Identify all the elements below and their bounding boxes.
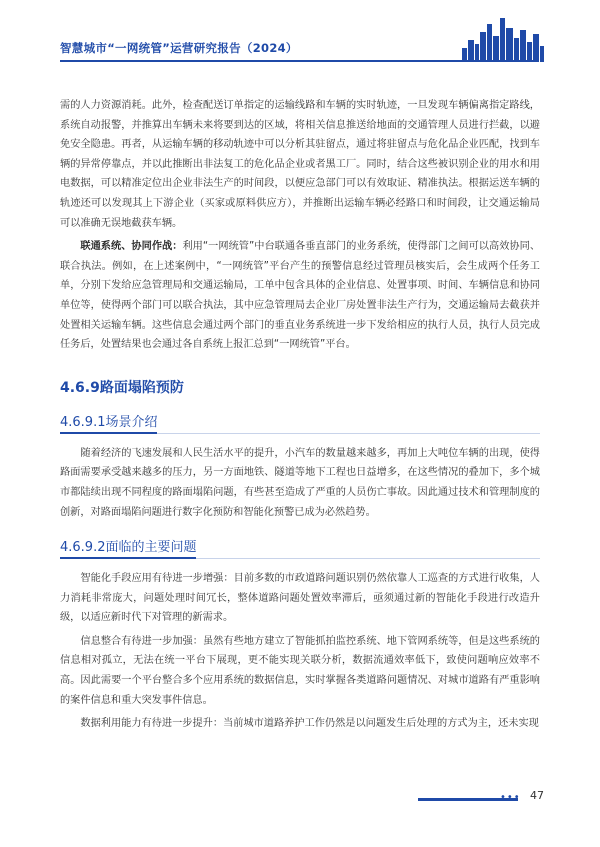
paragraph-problem-intelligence: 智能化手段应用有待进一步增强：目前多数的市政道路问题识别仍然依靠人工巡查的方式进行收集，人力消耗非常庞大，问题处理时间冗长，整体道路问题处置效率滞后，亟须通过新的智能化手段进行改造升级，以适应新时代下对管理的新需求。 xyxy=(60,573,540,624)
section-heading: 4.6.9路面塌陷预防 xyxy=(60,379,184,396)
paragraph-problem-integration: 信息整合有待进一步加强：虽然有些地方建立了智能抓拍监控系统、地下管网系统等，但是这些系统的信息相对孤立，无法在统一平台下展现，更不能实现关联分析，数据流通效率低下，致使问题响应效率不高。因此需要一个平台整合多个应用系统的数据信息，实时掌握各类道路问题情况、对城市道路有严重影响的案件信息和重大突发事件信息。 xyxy=(60,635,540,706)
header-divider xyxy=(60,60,537,62)
page-header xyxy=(0,0,600,70)
page-content xyxy=(60,96,540,738)
paragraph-lead: 联通系统、协同作战： xyxy=(80,241,183,253)
paragraph-problem-data: 数据利用能力有待进一步提升：当前城市道路养护工作仍然是以问题发生后处理的方式为主，还未实现 xyxy=(80,718,539,730)
footer-dots: ••• xyxy=(500,792,521,803)
subsection-heading-problems: 4.6.9.2面临的主要问题 xyxy=(60,536,196,559)
paragraph-scenario: 随着经济的飞速发展和人民生活水平的提升，小汽车的数量越来越多，再加上大吨位车辆的出现，使得路面需要承受越来越多的压力，另一方面地铁、隧道等地下工程也日益增多，在这些情况的叠加下，多个城市都陆续出现不同程度的路面塌陷问题，有些甚至造成了严重的人员伤亡事故。因此通过技术和管理制度的创新，对路面塌陷问题进行数字化预防和智能化预警已成为必然趋势。 xyxy=(60,447,540,518)
report-title: 智慧城市“一网统管”运营研究报告（2024） xyxy=(60,41,298,55)
paragraph-tracking: 需的人力资源消耗。此外，检查配送订单指定的运输线路和车辆的实时轨迹，一旦发现车辆偏离指定路线，系统自动报警，并推算出车辆未来将要到达的区域，将相关信息推送给地面的交通管理人员进行拦截，以避免安全隐患。再者，从运输车辆的移动轨迹中可以分析其驻留点，通过将驻留点与危化品企业匹配，找到车辆的异常停靠点，并以此推断出非法复工的危化品企业或者黑工厂。同时，结合这些被识别企业的用水和用电数据，可以精准定位出企业非法生产的时间段，以便应急部门可以有效取证、精准执法。根据运送车辆的轨迹还可以发现其上下游企业（买家或原料供应方），并推断出运输车辆必经路口和时间段，让交通运输局可以准确无误地截获车辆。 xyxy=(60,100,540,229)
subsection-heading-scenario: 4.6.9.1场景介绍 xyxy=(60,411,157,434)
subsection-heading-wrap xyxy=(60,411,540,434)
paragraph-text: 利用“一网统管”中台联通各垂直部门的业务系统，使得部门之间可以高效协同、联合执法。例如，在上述案例中，“一网统管”平台产生的预警信息经过管理员核实后，会生成两个任务工单，分别下发给应急管理局和交通运输局，工单中包含具体的企业信息、处置事项、时间、车辆信息和协同单位等，使得两个部门可以联合执法，其中应急管理局去企业厂房处置非法生产行为，交通运输局去截获并处置相关运输车辆。这些信息会通过两个部门的垂直业务系统进一步下发给相应的执行人员，执行人员完成任务后，处置结果也会通过各自系统上报汇总到“一网统管”平台。 xyxy=(60,241,540,351)
page-number: 47 xyxy=(530,789,544,802)
paragraph-collaboration xyxy=(60,237,540,355)
subsection-heading-wrap xyxy=(60,536,540,559)
city-skyline-icon xyxy=(460,12,544,62)
